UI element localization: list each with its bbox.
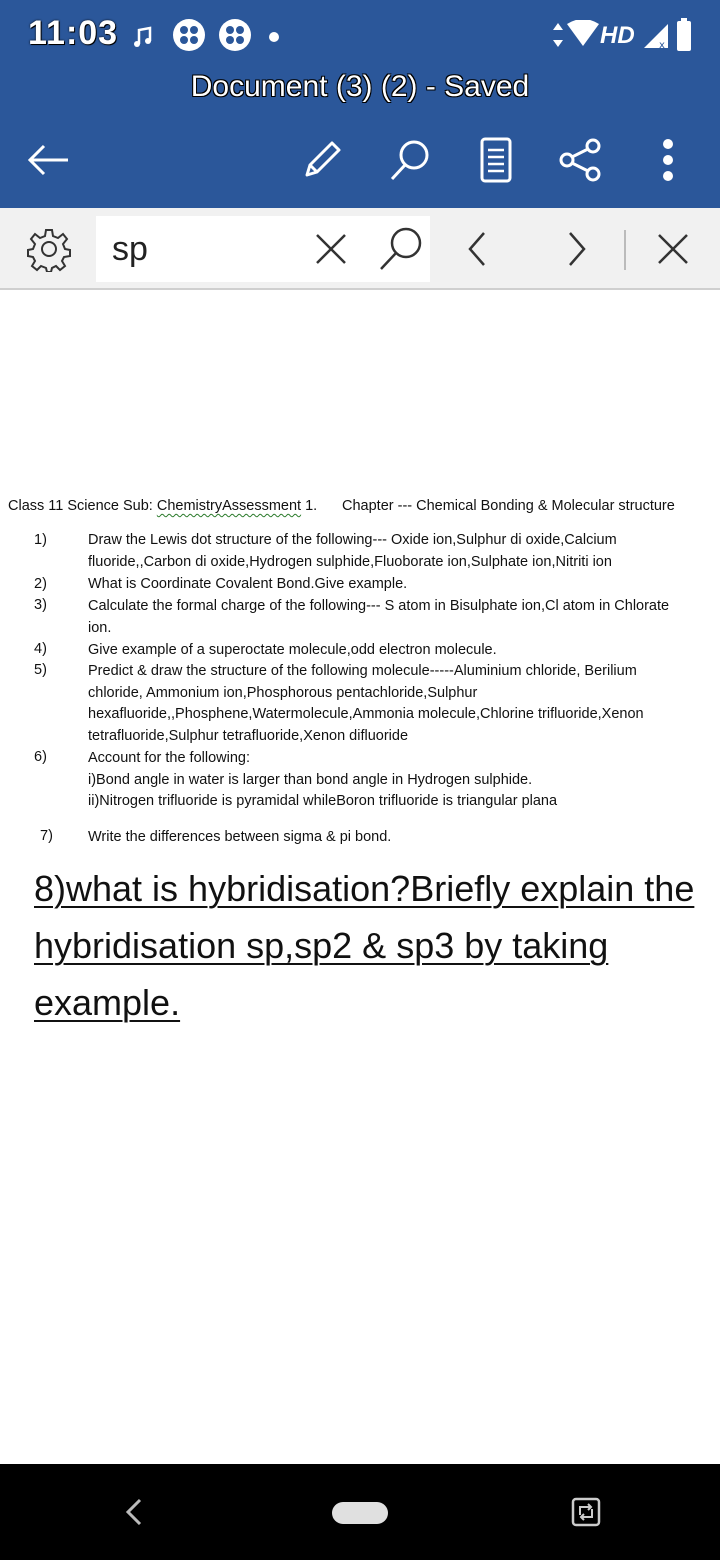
question-6	[88, 748, 557, 813]
question-3	[88, 596, 669, 639]
question-line: Give example of a superoctate molecule,odd electron molecule.	[88, 642, 497, 658]
header-chapter: Chapter --- Chemical Bonding & Molecular structure	[342, 498, 675, 514]
question-2	[88, 574, 407, 596]
question-number: 5)	[34, 662, 47, 678]
app-bar	[0, 0, 720, 208]
app-icon	[172, 18, 206, 57]
network-label: HD	[600, 22, 635, 49]
share-button[interactable]	[552, 132, 608, 188]
search-icon	[387, 137, 433, 183]
question-number: 6)	[34, 749, 47, 765]
navigation-bar	[0, 1464, 720, 1560]
header-subject: ChemistryAssessment	[156, 498, 302, 514]
data-arrows-icon	[552, 22, 564, 53]
question-4	[88, 640, 497, 662]
back-arrow-icon	[26, 143, 70, 177]
search-icon	[376, 224, 426, 274]
question-number: 7)	[40, 828, 53, 844]
document-header	[8, 498, 675, 514]
document-page[interactable]	[0, 290, 720, 1464]
question-line: fluoride,,Carbon di oxide,Hydrogen sulphide,Fluoborate ion,Sulphate ion,Nitriti ion	[88, 553, 612, 570]
home-pill-icon[interactable]	[332, 1502, 388, 1524]
status-bar	[0, 0, 720, 70]
edit-button[interactable]	[294, 132, 350, 188]
header-class: Class 11 Science Sub:	[8, 498, 157, 514]
music-note-icon	[130, 24, 156, 55]
question-number: 3)	[34, 597, 47, 613]
dot-icon	[268, 30, 280, 48]
rotate-button[interactable]	[564, 1490, 608, 1534]
reading-view-button[interactable]	[468, 132, 524, 188]
question-7	[88, 827, 391, 849]
close-find-button[interactable]	[644, 220, 702, 278]
question-line: tetrafluoride,Sulphur tetrafluoride,Xenon difluoride	[88, 727, 409, 744]
close-icon	[653, 229, 693, 269]
header-number: 1.	[301, 498, 318, 514]
question-line: Predict & draw the structure of the following molecule-----Aluminium chloride, Berilium	[88, 663, 637, 679]
app-icon	[218, 18, 252, 57]
find-query-text[interactable]: sp	[112, 230, 148, 268]
document-title[interactable]: Document (3) (2) - Saved	[190, 70, 530, 103]
clear-icon	[311, 229, 351, 269]
nav-back-button[interactable]	[112, 1490, 156, 1534]
question-5	[88, 661, 644, 747]
settings-gear-icon	[26, 226, 72, 272]
question-1	[88, 530, 617, 573]
question-line: Draw the Lewis dot structure of the following--- Oxide ion,Sulphur di oxide,Calcium	[88, 532, 617, 548]
status-time: 11:03	[28, 14, 119, 52]
reading-view-icon	[479, 136, 513, 184]
question-line: Write the differences between sigma & pi bond.	[88, 829, 392, 845]
question-line: What is Coordinate Covalent Bond.Give example.	[88, 576, 408, 592]
clear-search-button[interactable]	[302, 220, 360, 278]
question-line: Account for the following:	[88, 750, 251, 766]
question-line: i)Bond angle in water is larger than bond angle in Hydrogen sulphide.	[88, 771, 533, 788]
question-line: chloride, Ammonium ion,Phosphorous pentachloride,Sulphur	[88, 684, 478, 701]
svg-text:x: x	[659, 40, 665, 50]
question-line: ion.	[88, 619, 112, 636]
next-icon	[562, 229, 592, 269]
question-number: 4)	[34, 641, 47, 657]
share-icon	[557, 137, 603, 183]
battery-icon	[676, 18, 692, 57]
find-search-button[interactable]	[372, 220, 430, 278]
more-vert-icon	[660, 137, 676, 183]
back-button[interactable]	[20, 132, 76, 188]
find-bar-divider	[624, 230, 626, 270]
more-options-button[interactable]	[640, 132, 696, 188]
find-next-button[interactable]	[548, 220, 606, 278]
search-button[interactable]	[382, 132, 438, 188]
find-previous-button[interactable]	[448, 220, 506, 278]
question-number: 1)	[34, 532, 47, 548]
edit-pencil-icon	[299, 137, 345, 183]
wifi-icon	[566, 20, 600, 53]
question-line: Calculate the formal charge of the following--- S atom in Bisulphate ion,Cl atom in Chlorate	[88, 598, 670, 614]
question-number: 2)	[34, 576, 47, 592]
question-line: hexafluoride,,Phosphene,Watermolecule,Ammonia molecule,Chlorine trifluoride,Xenon	[88, 706, 644, 722]
rotate-icon	[569, 1495, 603, 1529]
find-settings-button[interactable]	[20, 220, 78, 278]
signal-icon	[642, 22, 670, 55]
previous-icon	[462, 229, 492, 269]
back-icon	[124, 1497, 144, 1527]
find-bar	[0, 208, 720, 290]
question-8: 8)what is hybridisation?Briefly explain the hybridisation sp,sp2 & sp3 by taking example.	[34, 868, 695, 1023]
question-line: ii)Nitrogen trifluoride is pyramidal whileBoron trifluoride is triangular plana	[88, 793, 558, 809]
